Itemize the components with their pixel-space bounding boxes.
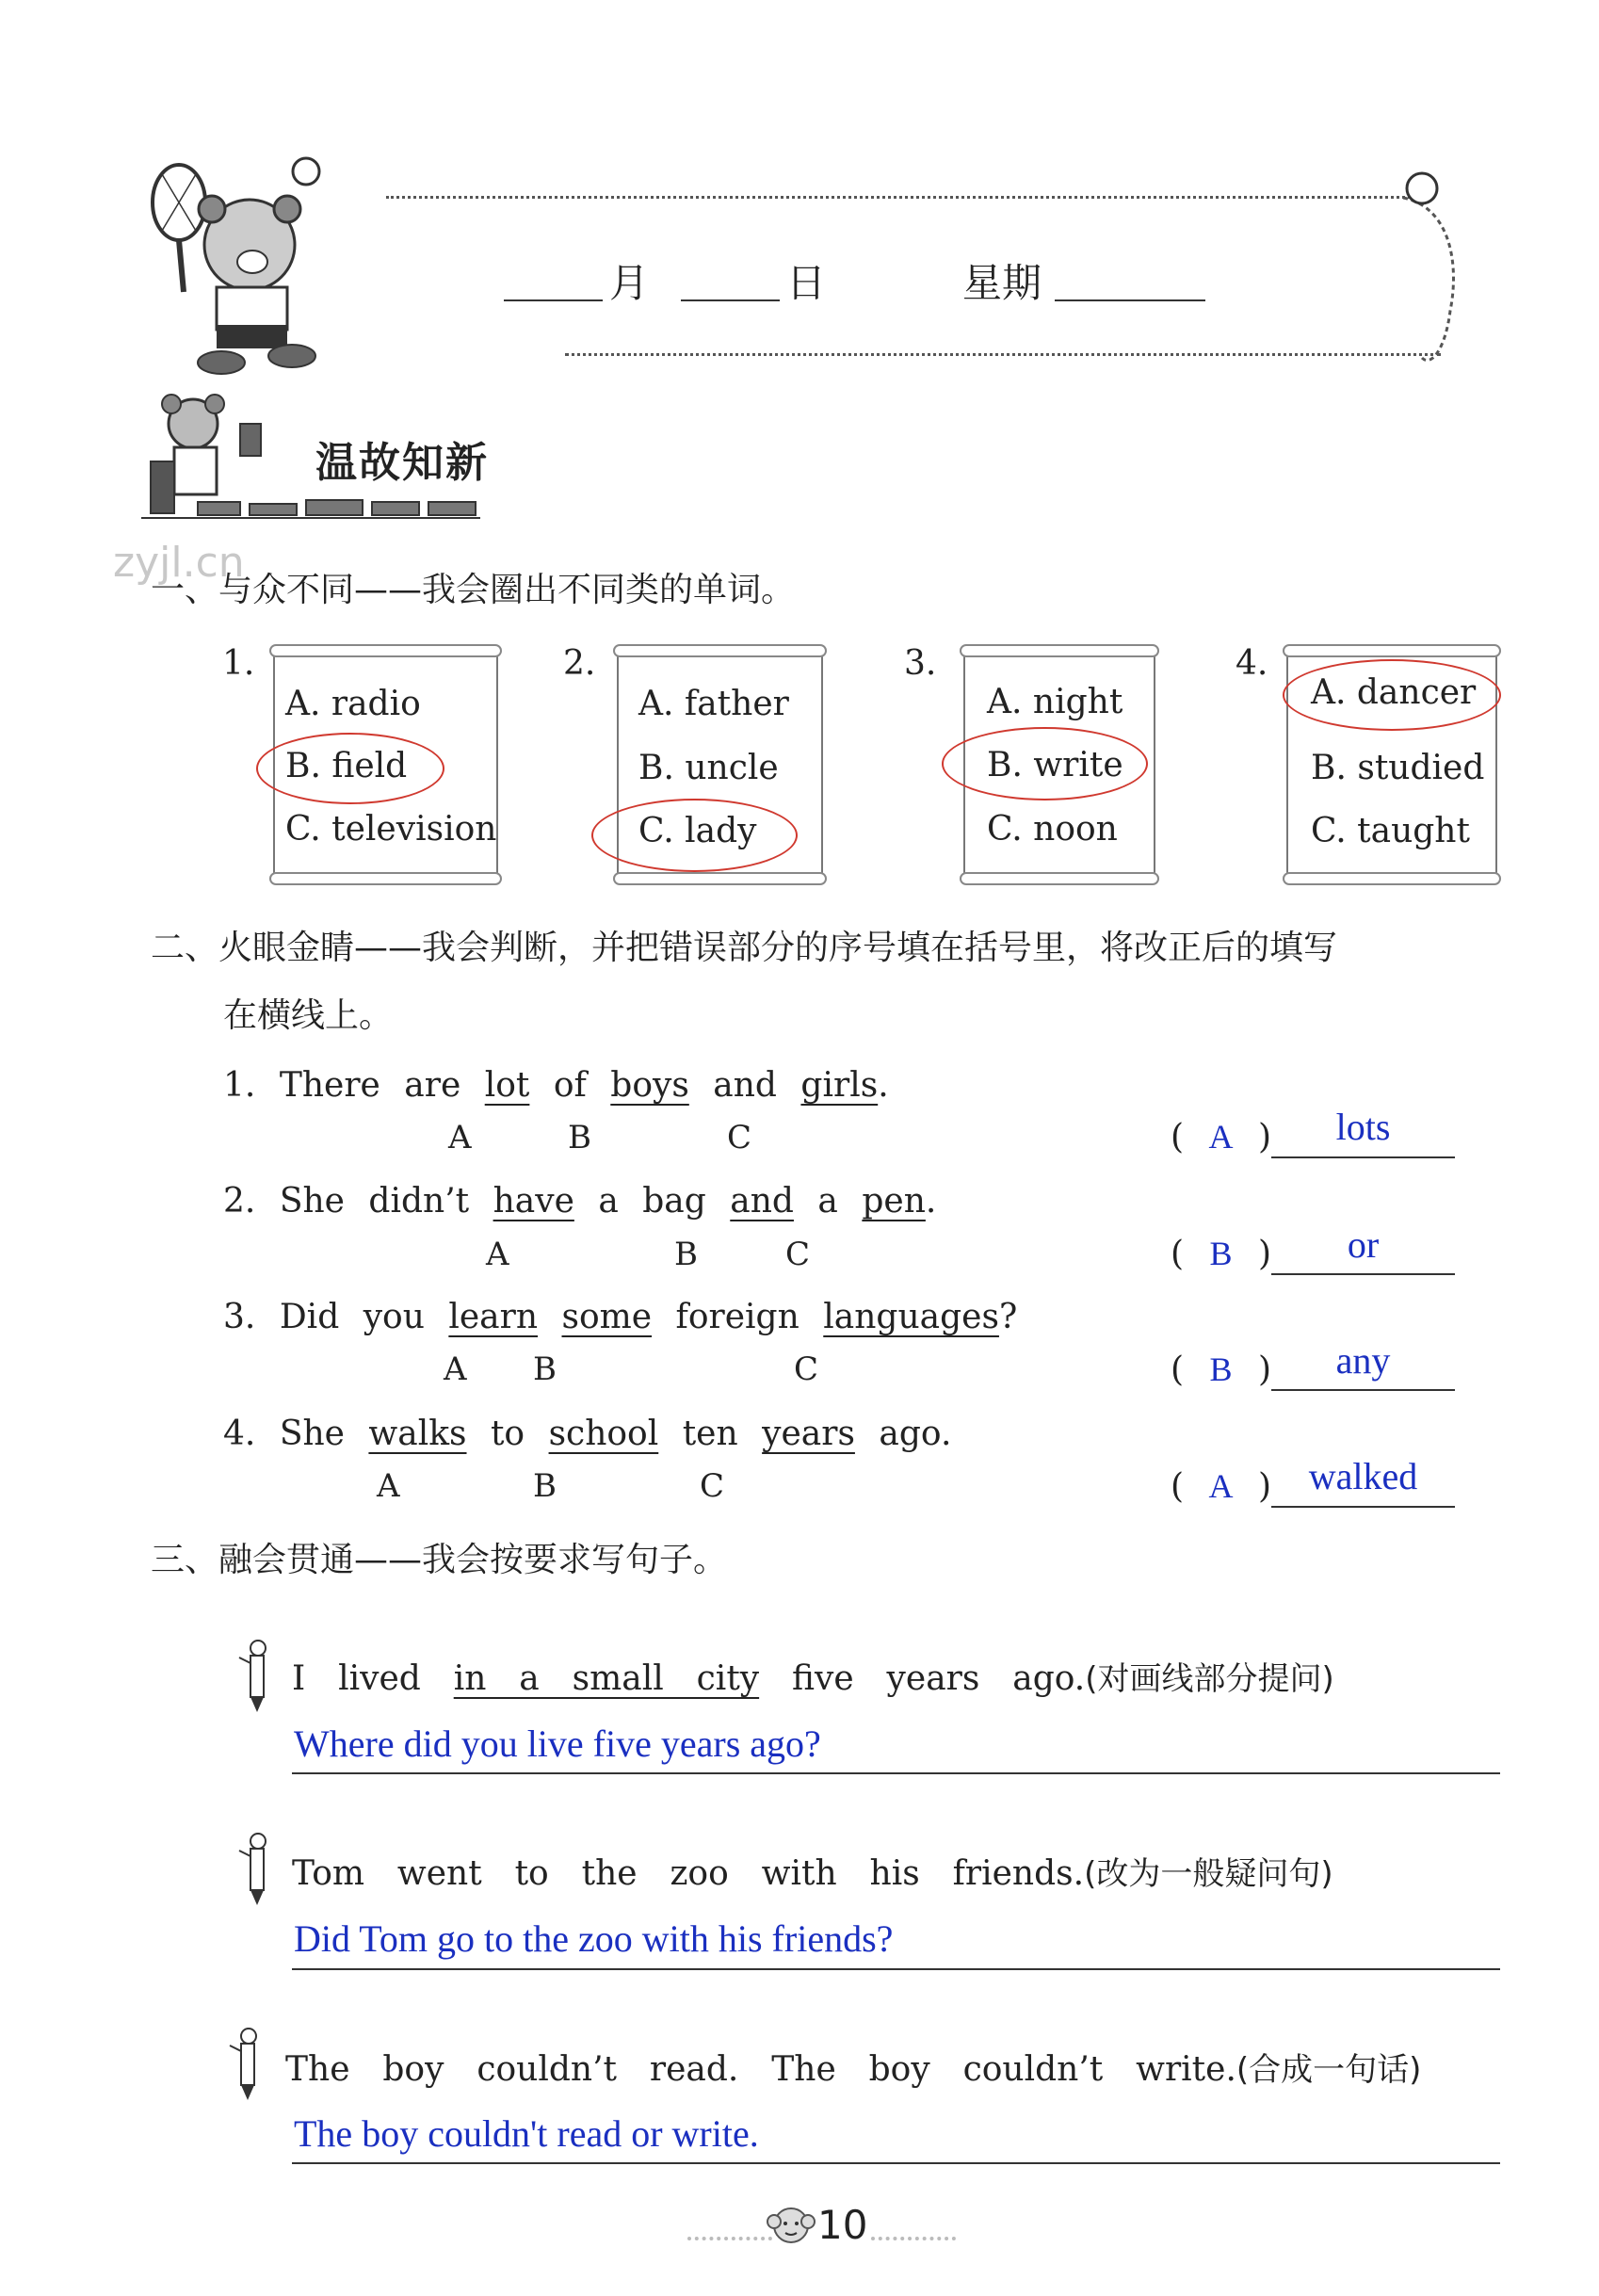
correction-line xyxy=(1271,1273,1455,1275)
section-title: 温故知新 xyxy=(315,439,489,487)
month-blank[interactable] xyxy=(504,299,603,301)
question-number: 4. xyxy=(1236,644,1268,683)
sentence: 1. There are lot of boys and girls. xyxy=(223,1066,889,1105)
correction-answer[interactable]: lots xyxy=(1335,1106,1391,1148)
bottom-vine xyxy=(565,353,1441,356)
correction-answer[interactable]: any xyxy=(1335,1339,1391,1382)
answer-paren: ( A ) xyxy=(1171,1467,1271,1506)
answer-circle xyxy=(1283,659,1501,731)
answer-circle xyxy=(256,733,444,804)
bear-tennis-icon xyxy=(141,151,358,377)
option-c[interactable]: C. lady xyxy=(638,812,757,850)
choice-answer[interactable]: A xyxy=(1208,1118,1234,1156)
correction-line xyxy=(1271,1389,1455,1391)
page-footer xyxy=(659,2194,942,2260)
option-a[interactable]: A. radio xyxy=(285,685,421,723)
month-label: 月 xyxy=(609,260,650,306)
label-a: A xyxy=(444,1350,467,1388)
answer-paren: ( A ) xyxy=(1171,1118,1271,1156)
prompt-sentence: The boy couldn’t read. The boy couldn’t write.(合成一句话) xyxy=(285,2050,1422,2089)
part3-title: 三、融会贯通——我会按要求写句子。 xyxy=(151,1541,728,1579)
option-b[interactable]: B. field xyxy=(285,747,408,785)
part2-title-line2: 在横线上。 xyxy=(223,996,394,1035)
label-c: C xyxy=(700,1467,725,1505)
answer-text[interactable]: The boy couldn't read or write. xyxy=(294,2112,759,2155)
monkey-icon xyxy=(763,2199,819,2256)
sentence: 4. She walks to school ten years ago. xyxy=(223,1415,952,1453)
footer-dots-right xyxy=(871,2237,956,2240)
option-c[interactable]: C. noon xyxy=(987,810,1118,849)
option-b[interactable]: B. uncle xyxy=(638,749,779,787)
label-b: B xyxy=(533,1467,557,1505)
part2-title-line1: 二、火眼金睛——我会判断，并把错误部分的序号填在括号里，将改正后的填写 xyxy=(151,929,1338,967)
label-b: B xyxy=(533,1350,557,1388)
question-number: 3. xyxy=(904,644,937,683)
label-c: C xyxy=(785,1236,811,1273)
option-a[interactable]: A. father xyxy=(638,685,789,723)
answer-circle xyxy=(591,799,798,872)
part1-title: 一、与众不同——我会圈出不同类的单词。 xyxy=(151,571,796,609)
answer-paren: ( B ) xyxy=(1171,1350,1271,1389)
pencil-icon xyxy=(235,1639,273,1714)
sentence: 2. She didn’t have a bag and a pen. xyxy=(223,1182,937,1221)
label-b: B xyxy=(674,1236,698,1273)
label-a: A xyxy=(448,1119,472,1156)
top-vine xyxy=(386,196,1422,199)
answer-line xyxy=(292,1968,1500,1970)
label-c: C xyxy=(727,1119,752,1156)
date-line xyxy=(504,252,1219,309)
answer-circle xyxy=(942,727,1148,800)
correction-answer[interactable]: walked xyxy=(1308,1455,1418,1497)
pencil-icon xyxy=(235,1832,273,1907)
answer-line xyxy=(292,2162,1500,2164)
option-a[interactable]: A. night xyxy=(987,683,1123,721)
choice-answer[interactable]: B xyxy=(1209,1350,1233,1388)
correction-line xyxy=(1271,1506,1455,1508)
weekday-blank[interactable] xyxy=(1055,299,1205,301)
option-b[interactable]: B. write xyxy=(987,746,1123,784)
question-number: 2. xyxy=(563,644,596,683)
label-c: C xyxy=(794,1350,819,1388)
option-b[interactable]: B. studied xyxy=(1311,749,1485,787)
prompt-sentence: Tom went to the zoo with his friends.(改为一般疑问句) xyxy=(292,1854,1333,1893)
answer-line xyxy=(292,1772,1500,1774)
prompt-sentence: I lived in a small city five years ago.(对画线部分提问) xyxy=(292,1659,1334,1698)
day-blank[interactable] xyxy=(681,299,780,301)
question-number: 1. xyxy=(222,644,255,683)
pencil-icon xyxy=(226,2027,264,2102)
label-b: B xyxy=(568,1119,591,1156)
weekday-label: 星期 xyxy=(962,260,1042,306)
label-a: A xyxy=(486,1236,509,1273)
sentence: 3. Did you learn some foreign languages? xyxy=(223,1298,1018,1336)
page-number: 10 xyxy=(817,2202,868,2248)
choice-answer[interactable]: A xyxy=(1208,1467,1234,1505)
label-a: A xyxy=(377,1467,400,1505)
answer-text[interactable]: Did Tom go to the zoo with his friends? xyxy=(294,1917,894,1960)
day-label: 日 xyxy=(786,260,827,306)
correction-line xyxy=(1271,1156,1455,1158)
answer-text[interactable]: Where did you live five years ago? xyxy=(294,1722,821,1765)
option-c[interactable]: C. television xyxy=(285,810,497,849)
watermark: zyjl.cn xyxy=(113,539,245,587)
choice-answer[interactable]: B xyxy=(1209,1235,1233,1272)
option-a[interactable]: A. dancer xyxy=(1311,673,1477,712)
right-vine xyxy=(1394,170,1478,386)
footer-dots-left xyxy=(687,2237,772,2240)
answer-paren: ( B ) xyxy=(1171,1235,1271,1273)
correction-answer[interactable]: or xyxy=(1347,1223,1380,1266)
option-c[interactable]: C. taught xyxy=(1311,812,1470,850)
